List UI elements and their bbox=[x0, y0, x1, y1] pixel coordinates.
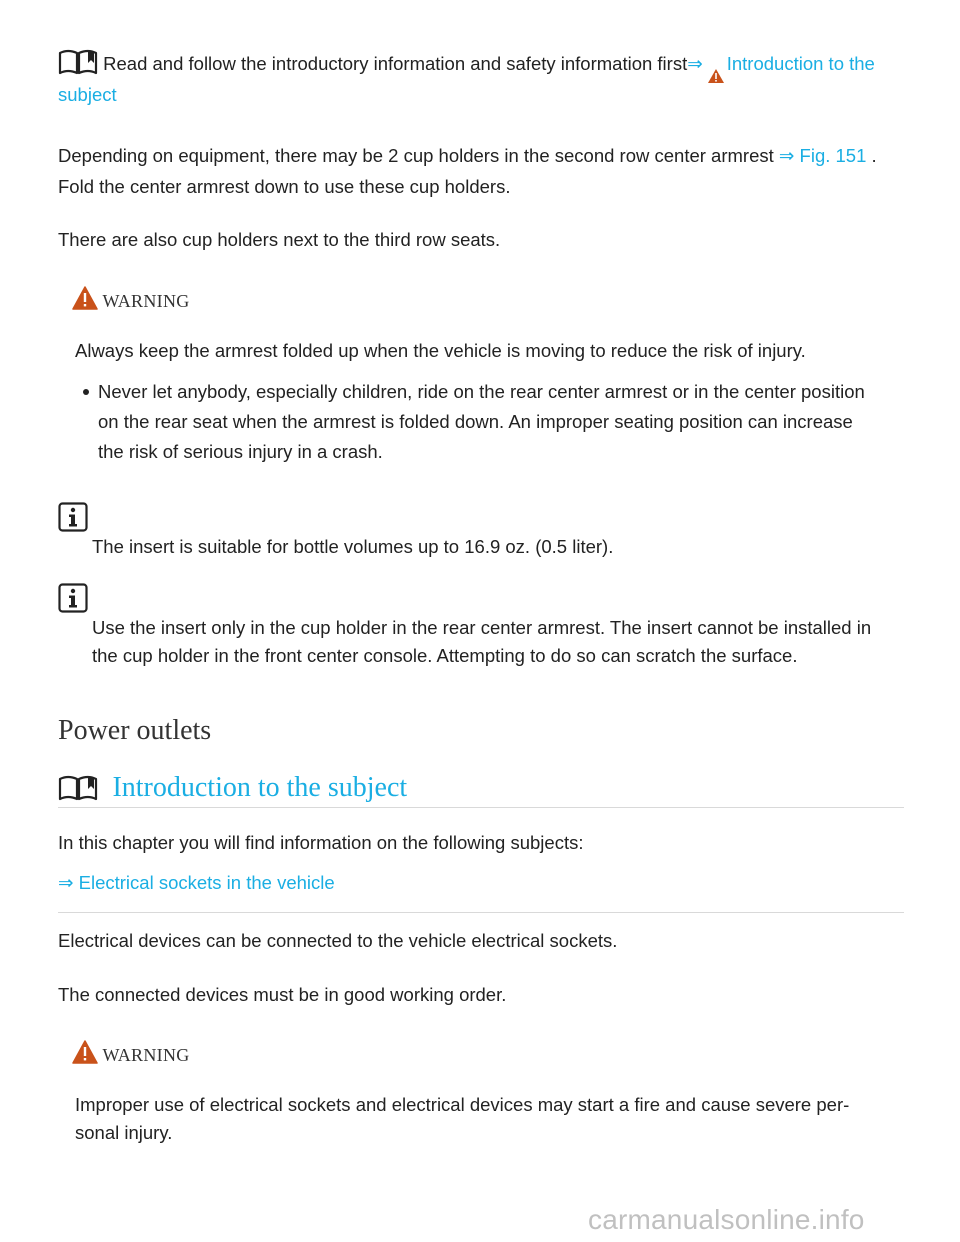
warning-icon bbox=[72, 286, 98, 310]
note-bottle-volume: The insert is suitable for bottle volumes up to 16.9 oz. (0.5 liter). bbox=[92, 536, 614, 557]
electrical-devices-paragraph: Electrical devices can be connected to the vehicle electrical sockets. bbox=[58, 930, 618, 951]
divider bbox=[58, 807, 904, 808]
book-icon bbox=[58, 775, 98, 801]
info-icon bbox=[58, 502, 88, 532]
warning-icon bbox=[72, 1040, 98, 1064]
watermark: carmanualsonline.info bbox=[588, 1204, 865, 1235]
intro-link[interactable]: Introduction to the bbox=[726, 53, 875, 74]
cup-holder-paragraph bbox=[58, 141, 938, 171]
warning-title: WARNING bbox=[102, 1045, 190, 1065]
warning-triangle-icon bbox=[707, 68, 725, 84]
bullet-line-3: the risk of serious injury in a crash. bbox=[98, 441, 383, 462]
info-icon bbox=[58, 583, 88, 613]
note-insert-line-1: Use the insert only in the cup holder in the rear center armrest. The insert cannot be installed in bbox=[92, 617, 872, 638]
intro-arrow[interactable]: ⇒ bbox=[687, 53, 703, 74]
warning-title: WARNING bbox=[102, 291, 190, 311]
subsection-heading bbox=[58, 772, 407, 804]
warning-header bbox=[72, 286, 190, 312]
warning-header bbox=[72, 1040, 190, 1066]
fig-151-link[interactable]: ⇒ Fig. 151 bbox=[778, 145, 867, 166]
bullet-line-2: on the rear seat when the armrest is folded down. An improper seating position can increase bbox=[98, 411, 853, 432]
working-order-paragraph: The connected devices must be in good working order. bbox=[58, 984, 507, 1005]
section-title: Power outlets bbox=[58, 715, 212, 746]
bullet-line-1: Never let anybody, especially children, ride on the rear center armrest or in the center position bbox=[98, 381, 865, 402]
warning2-line-2: sonal injury. bbox=[75, 1122, 173, 1143]
subsection-title: Introduction to the subject bbox=[112, 772, 408, 803]
divider bbox=[58, 912, 904, 913]
p1-text: Depending on equipment, there may be 2 cup holders in the second row center armrest bbox=[58, 145, 774, 166]
bullet bbox=[83, 389, 89, 395]
electrical-sockets-link[interactable]: ⇒ Electrical sockets in the vehicle bbox=[58, 872, 335, 893]
note-insert-line-2: the cup holder in the front center console. Attempting to do so can scratch the surface. bbox=[92, 645, 798, 666]
book-icon bbox=[58, 49, 98, 75]
intro-link-continued[interactable]: subject bbox=[58, 84, 117, 105]
p1-end: . bbox=[871, 145, 877, 166]
p1-line2: Fold the center armrest down to use these cup holders. bbox=[58, 176, 511, 197]
third-row-paragraph: There are also cup holders next to the third row seats. bbox=[58, 229, 501, 250]
warning-text: Always keep the armrest folded up when the vehicle is moving to reduce the risk of injury. bbox=[75, 340, 806, 361]
warning2-line-1: Improper use of electrical sockets and electrical devices may start a fire and cause severe per- bbox=[75, 1094, 850, 1115]
intro-text: Read and follow the introductory information and safety information first bbox=[103, 53, 688, 74]
chapter-intro: In this chapter you will find information on the following subjects: bbox=[58, 832, 584, 853]
intro-line bbox=[58, 49, 918, 84]
